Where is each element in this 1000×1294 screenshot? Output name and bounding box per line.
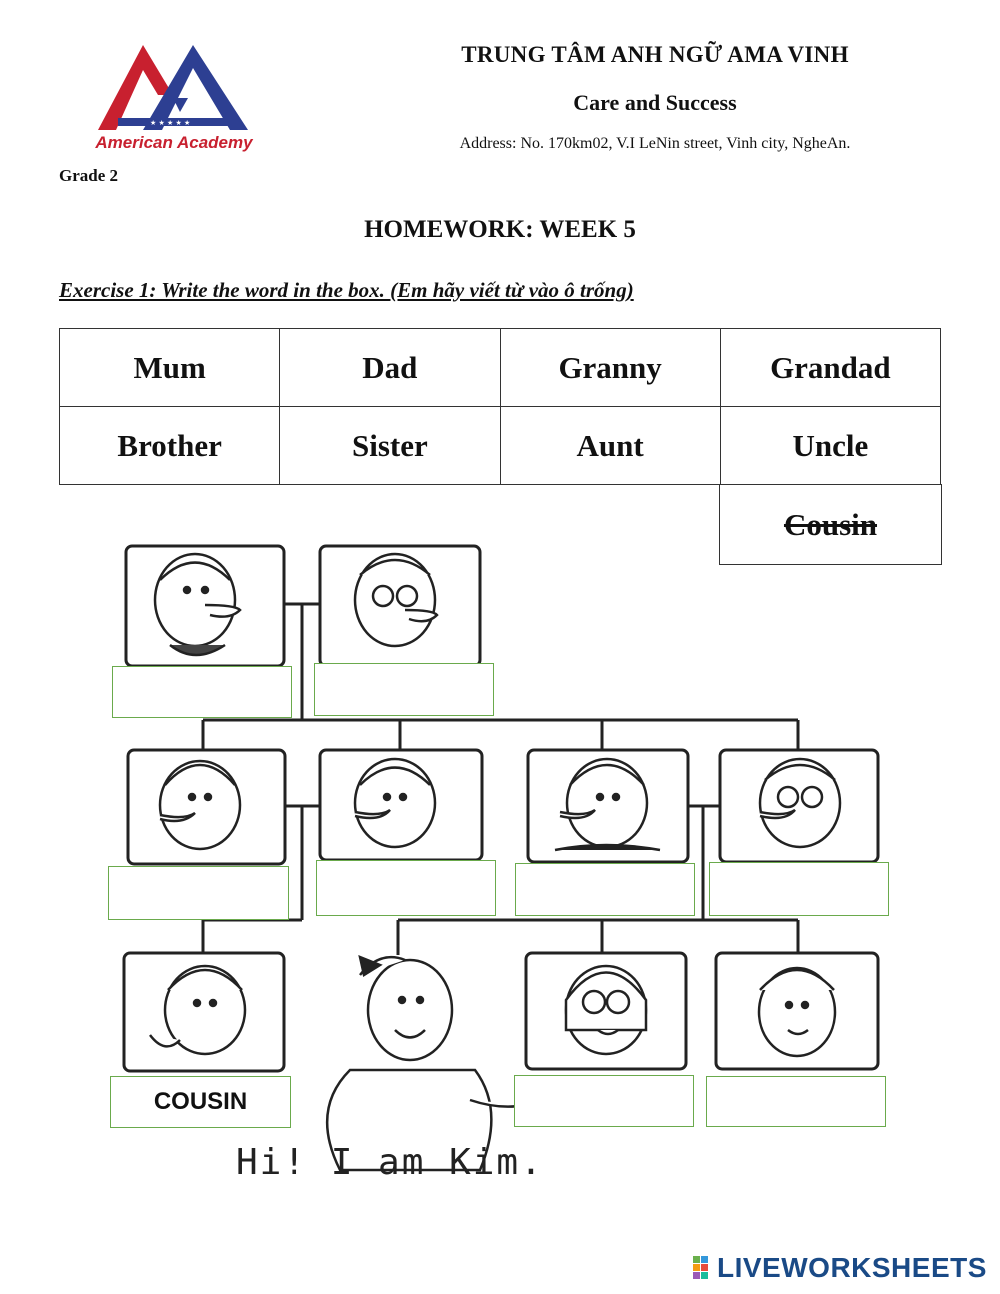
kim-caption: Hi! I am Kim. (236, 1142, 544, 1183)
address: Address: No. 170km02, V.I LeNin street, Vinh city, NgheAn. (459, 135, 851, 152)
word-cell: Uncle (720, 407, 940, 485)
word-cell: Grandad (720, 329, 940, 407)
logo-text: American Academy (95, 133, 253, 152)
sister-face (566, 966, 646, 1054)
word-cell: Aunt (500, 407, 720, 485)
liveworksheets-icon (693, 1256, 717, 1280)
exercise-instruction: Exercise 1: Write the word in the box. (Em hãy viết từ vào ô trống) (59, 278, 634, 302)
answer-box-dad[interactable] (709, 862, 889, 916)
answer-box-sister[interactable] (514, 1075, 694, 1127)
uncle-face (355, 759, 435, 847)
grandad-face (355, 554, 437, 646)
answer-box-cousin-example: COUSIN (110, 1076, 291, 1128)
word-cell: Mum (60, 329, 280, 407)
answer-box-brother[interactable] (706, 1076, 886, 1127)
answer-box-granny[interactable] (112, 666, 292, 718)
slogan: Care and Success (573, 90, 737, 115)
word-cell: Sister (280, 407, 500, 485)
aunt-face (160, 761, 240, 849)
brand-text: LIVEWORKSHEETS (717, 1252, 987, 1283)
word-cell-used: Cousin (719, 484, 942, 565)
kim-figure (327, 957, 525, 1170)
school-name: TRUNG TÂM ANH NGỮ AMA VINH (461, 42, 849, 67)
answer-box-grandad[interactable] (314, 663, 494, 716)
liveworksheets-brand (693, 1252, 987, 1284)
word-cell: Dad (280, 329, 500, 407)
svg-text:★ ★ ★ ★ ★: ★ ★ ★ ★ ★ (150, 119, 191, 127)
page-title: HOMEWORK: WEEK 5 (364, 216, 636, 243)
dad-face (760, 759, 840, 847)
grade-label: Grade 2 (59, 166, 119, 185)
answer-box-uncle[interactable] (316, 860, 496, 916)
brother-face (759, 968, 835, 1056)
word-cell: Granny (500, 329, 720, 407)
answer-box-mum[interactable] (515, 863, 695, 916)
word-cell: Brother (60, 407, 280, 485)
answer-box-aunt[interactable] (108, 866, 289, 920)
